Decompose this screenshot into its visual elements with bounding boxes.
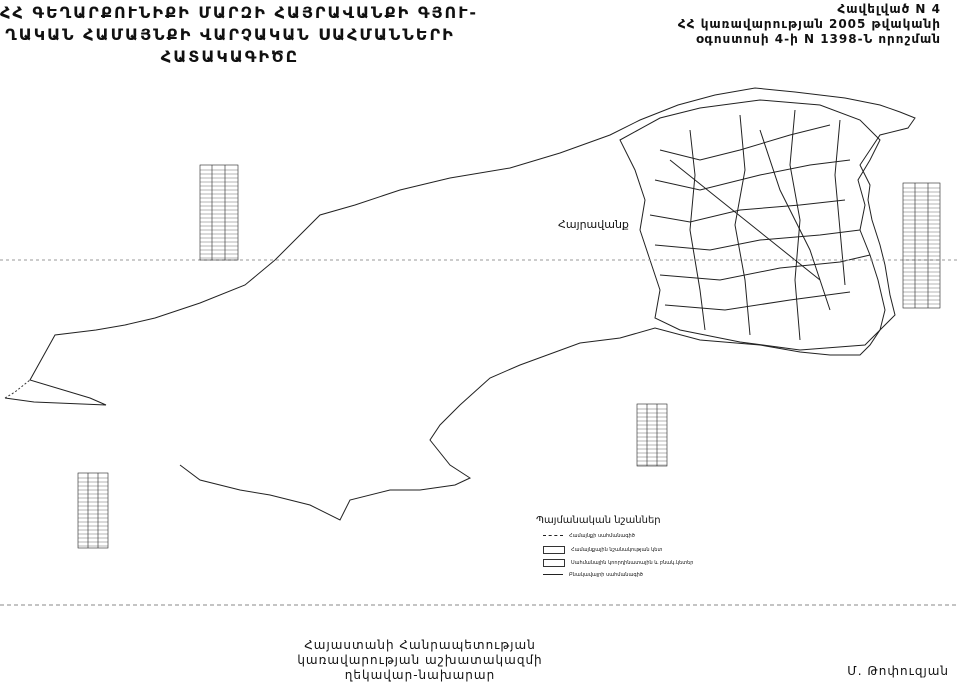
coord-table-2 <box>903 183 940 308</box>
legend-item-label: Սահմանային կոորդինատային և բնակ.կետեր <box>571 559 694 566</box>
legend-item-label: Համայնքի սահմանագիծ <box>569 532 635 539</box>
legend-box-symbol <box>543 546 565 554</box>
title-line-1: ՀՀ ԳԵՂԱՐՔՈՒՆԻՔԻ ՄԱՐԶԻ ՀԱՅՐԱՎԱՆՔԻ ԳՅՈՒ- <box>0 3 479 22</box>
title-line-3: ՀԱՏԱԿԱԳԻԾԸ <box>160 47 300 66</box>
appendix-line-2: ՀՀ կառավարության 2005 թվականի <box>677 17 941 31</box>
legend-line-symbol <box>543 574 563 575</box>
legend-item-label: Բնակավայրի սահմանագիծ <box>569 571 643 578</box>
village-label: Հայրավանք <box>558 218 629 231</box>
title-line-2: ՂԱԿԱՆ ՀԱՄԱՅՆՔԻ ՎԱՐՉԱԿԱՆ ՍԱՀՄԱՆՆԵՐԻ <box>5 25 455 44</box>
footer-line-3: ղեկավար-նախարար <box>344 668 496 682</box>
appendix-line-3: օգոստոսի 4-ի N 1398-Ն որոշման <box>695 32 941 46</box>
legend-item-boundary <box>543 530 635 541</box>
legend-item-coords <box>543 557 693 568</box>
signatory-name: Մ. Թոփուզյան <box>847 664 949 678</box>
signature-title <box>270 638 570 683</box>
coord-table-1 <box>200 165 238 260</box>
community-boundary <box>5 88 915 520</box>
boundary-tail <box>5 380 30 398</box>
legend-item-label: Համայնքային նշանակության կետ <box>571 546 663 553</box>
village-outline <box>620 100 885 350</box>
legend-dash-symbol <box>543 535 563 536</box>
appendix-line-1: Հավելված N 4 <box>837 2 941 16</box>
legend-item-point <box>543 544 662 555</box>
legend-title: Պայմանական նշաններ <box>536 515 661 526</box>
footer-line-2: կառավարության աշխատակազմի <box>297 653 543 667</box>
coord-table-4 <box>78 473 108 548</box>
coord-table-3 <box>637 404 667 466</box>
legend-box-symbol <box>543 559 565 567</box>
footer-line-1: Հայաստանի Հանրապետության <box>304 638 536 652</box>
legend-item-settlement <box>543 569 643 580</box>
street-network <box>650 110 870 340</box>
